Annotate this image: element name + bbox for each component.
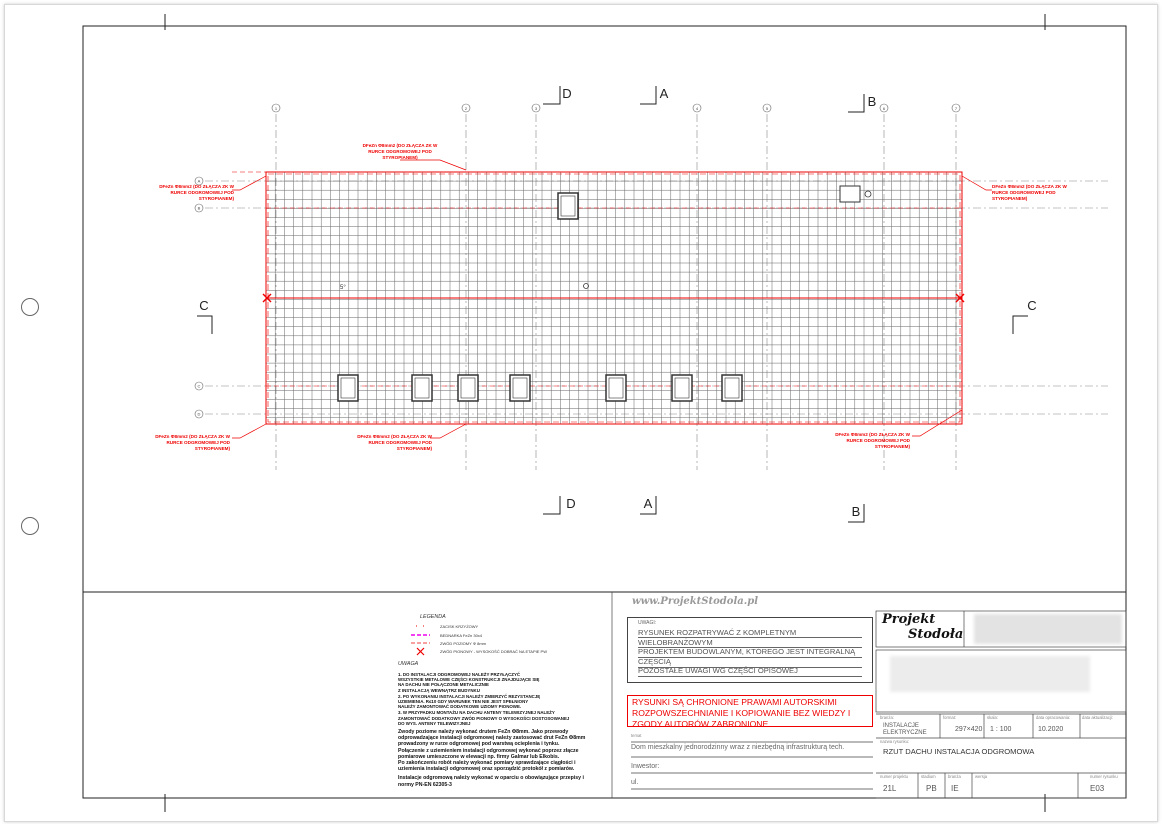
format-value: 297×420 [955,726,983,733]
notes-list [398,672,612,789]
section-label: B [851,504,861,519]
note-item: 1. DO INSTALACJI ODGROMOWEJ NALEŻY PRZYŁĄCZYĆ WSZYSTKIE METALOWE CZĘŚCI KONSTRUKCJI ZNAJDUJĄCE SIĘ NA DACHU NIE POŁĄCZONE METALICZNIE Z INSTALACJĄ WEWNĄTRZ BUDYNKU [398,672,540,693]
legend-title: LEGENDA [420,614,446,620]
nr-rysunku-value: E03 [1090,784,1105,793]
stadium-label: stadium [921,774,936,779]
legend-item: ZWÓD POZIOMY Φ 8mm [440,641,487,646]
axis-label: 4 [695,106,699,111]
section-markers [197,86,1028,522]
nr-projektu-value: 21L [883,784,897,793]
blurred-company-info [974,614,1122,644]
nazwa-rysunku-value: RZUT DACHU INSTALACJA ODGROMOWA [883,747,1035,756]
legend-item: ZACISK KRZYŻOWY [440,624,479,629]
roof-windows [338,193,742,401]
adres-value: ul. [631,779,639,786]
logo-line2: Stodoła [908,627,964,642]
temat-value: Dom mieszkalny jednorodzinny wraz z niezbędną infrastrukturą tech. [631,744,845,751]
axis-label: 5 [765,106,769,111]
annotation-top-left: DFeZn Φ8mm2 (DO ZŁĄCZA ZK W RURCE ODGROMOWEJ POD STYROPIANEM) [159,184,234,201]
axis-label: 3 [534,106,538,111]
copyright-notice: RYSUNKI SĄ CHRONIONE PRAWAMI AUTORSKIMI ROZPOWSZECHNIANIE I KOPIOWANIE BEZ WIEDZY I ZGODY AUTORÓW ZABRONIONE. [627,695,873,727]
legend-item: BEDNARKA FeZn 30x4 [440,633,483,638]
branza-value: INSTALACJE ELEKTRYCZNE [883,723,927,736]
data-opracowania-value: 10.2020 [1038,726,1064,733]
axis-label: A [197,178,201,184]
annotation-top-center: DFeZn Φ8mm2 (DO ZŁĄCZA ZK W RURCE ODGROMOWEJ POD STYROPIANEM) [362,143,438,160]
section-label: A [643,496,653,511]
uwagi-box [627,617,873,683]
inwestor-label: Inwestor: [631,763,660,770]
logo-line1: Projekt [882,612,936,627]
axis-label: 1 [274,106,278,111]
notes-title: UWAGA [398,661,419,667]
annotation-bottom-left: DFeZn Φ8mm2 (DO ZŁĄCZA ZK W RURCE ODGROMOWEJ POD STYROPIANEM) [155,434,230,451]
section-labels [199,86,1036,519]
legend-symbols [411,626,430,655]
company-logo [878,612,964,646]
uwagi-text: RYSUNEK ROZPATRYWAĆ Z KOMPLETNYM WIELOBRANŻOWYM PROJEKTEM BUDOWLANYM, KTÓREGO JEST INTEGRALNĄ CZĘŚCIĄ POZOSTAŁE UWAGI WG CZĘŚCI OPISOWEJ [638,628,856,676]
notes-paragraph: Zwody poziome należy wykonać drutem FeZn Φ8mm. Jako przewody odprowadzające instalacji odgromowej należy zastosować drut FeZn Φ8mm prowadzony w rurze odgromowej pod warstwą ocieplenia i tynku. Połączenie z uziemieniem instalacji odgromowej wykonać poprzez złącze pomiarowe umieszczone w elewacji np. firmy Galmar lub Elkobis. Po zakończeniu robót należy wykonać pomiary sprawdzające ciągłości i uziemienia instalacji odgromowej oraz sporządzić protokół z pomiarów. [398,729,586,773]
axis-label: C [197,383,201,389]
note-item: 2. PO WYKONANIU INSTALACJI NALEŻY ZMIERZYĆ REZYSTANCJĘ UZIEMIENIA. R≤10 GDY WARUNEK TEN NIE JEST SPEŁNIONY NALEŻY ZAMONTOWAĆ DODATKOWE UZIOMY PIONOWE. [398,693,541,710]
wersja-label: wersja [975,774,988,779]
axis-label: B [197,205,201,211]
section-label: D [566,496,576,511]
section-label: B [867,94,877,109]
note-item: 3. W PRZYPADKU MONTAŻU NA DACHU ANTENY TELEWIZYJNEJ NALEŻY ZAMONTOWAĆ DODATKOWY ZWÓD PIONOWY O WYSOKOŚCI DOSTOSOWANEJ DO WYS. ANTENY TELEWIZYJNEJ [398,710,570,726]
nr-projektu-label: numer projektu [880,774,908,779]
branza2-label: branża [948,774,961,779]
blurred-address-info [890,656,1090,692]
branza-label: branża: [880,715,894,720]
data-opracowania-label: data opracowania: [1036,715,1071,720]
notes-paragraph: Instalacje odgromową należy wykonać w oparciu o obowiązujące przepisy i normy PN-EN 62305-3 [398,775,584,788]
section-label: C [199,298,209,313]
format-label: format: [943,715,957,720]
annotation-bottom-center: DFeZn Φ8mm2 (DO ZŁĄCZA ZK W RURCE ODGROMOWEJ POD STYROPIANEM) [357,434,432,451]
branza2-value: IE [951,784,959,793]
nazwa-rysunku-label: nazwa rysunku: [880,739,910,744]
skala-value: 1 : 100 [990,726,1012,733]
data-aktualizacji-label: data aktualizacji: [1082,715,1113,720]
skala-label: skala: [987,715,998,720]
nr-rysunku-label: numer rysunku [1090,774,1118,779]
stadium-value: PB [926,784,937,793]
section-label: C [1027,298,1037,313]
annotation-top-right: DFeZn Φ8mm2 (DO ZŁĄCZA ZK W RURCE ODGROMOWEJ POD STYROPIANEM) [992,184,1067,201]
brand-url: www.ProjektStodola.pl [632,596,759,607]
axis-label: D [197,411,201,417]
temat-label: temat [631,733,642,738]
legend-item: ZWÓD PIONOWY - WYSOKOŚĆ DOBRAĆ NA ETAPIE PW [440,649,547,654]
annotation-bottom-right: DFeZn Φ8mm2 (DO ZŁĄCZA ZK W RURCE ODGROMOWEJ POD STYROPIANEM) [835,432,910,449]
axis-label: 7 [954,106,958,111]
section-label: D [562,86,572,101]
ridge-label: 5° [340,285,346,291]
axis-label: 6 [882,106,886,111]
axis-label: 2 [464,106,468,111]
section-label: A [659,86,669,101]
uwagi-label: UWAGI: [638,620,657,626]
grid-axes [195,104,1108,470]
roof-vent [840,186,860,202]
